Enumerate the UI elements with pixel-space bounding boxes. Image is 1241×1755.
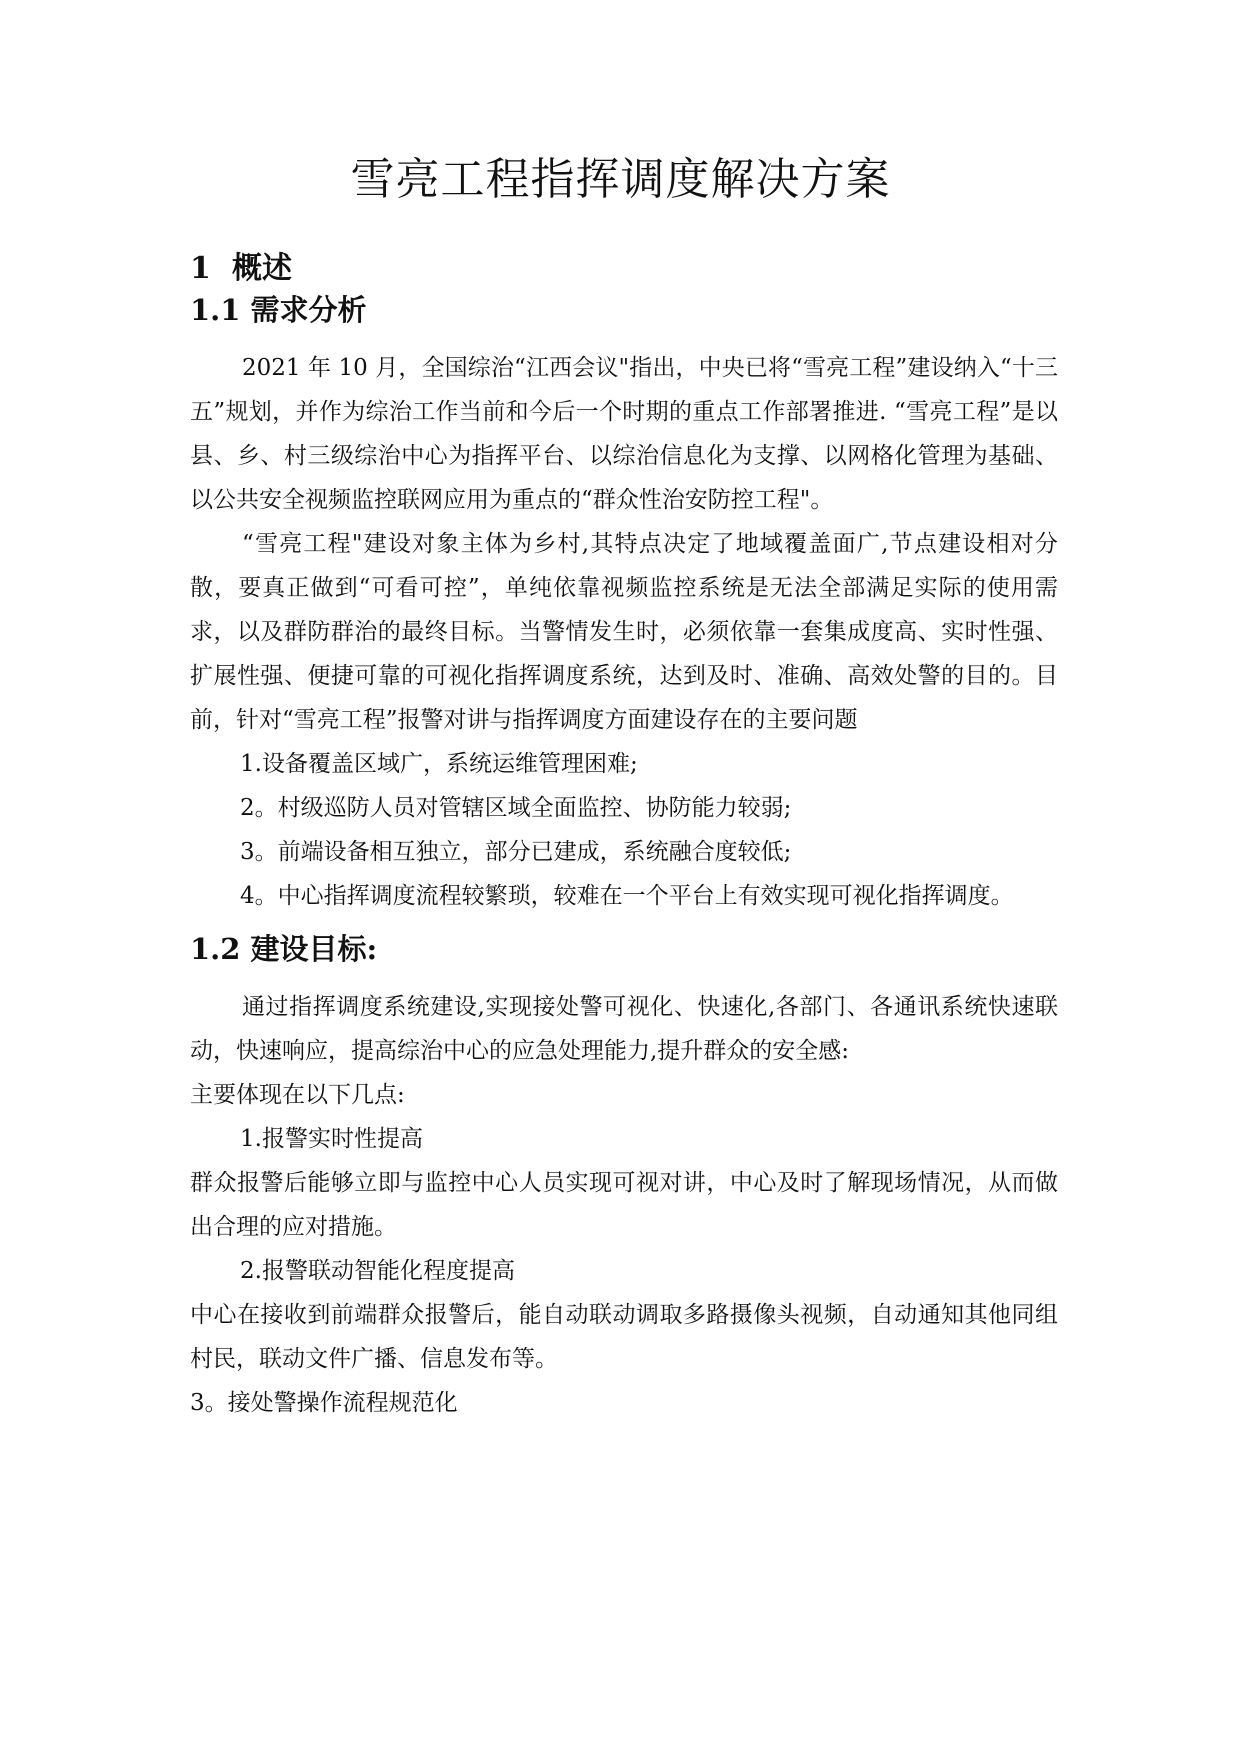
section-1-title: 概述 — [232, 251, 292, 286]
issue-item-4: 4。中心指挥调度流程较繁琐，较难在一个平台上有效实现可视化指挥调度。 — [240, 883, 1014, 909]
goal-heading-3: 3。接处警操作流程规范化 — [190, 1390, 458, 1416]
document-title: 雪亮工程指挥调度解决方案 — [350, 154, 891, 205]
issue-item-1: 1.设备覆盖区域广，系统运维管理困难; — [240, 751, 638, 777]
issue-item-3: 3。前端设备相互独立，部分已建成，系统融合度较低; — [240, 839, 792, 865]
goal-text-1: 群众报警后能够立即与监控中心人员实现可视对讲，中心及时了解现场情况，从而做出合理的应对措施。 — [190, 1170, 1058, 1240]
paragraph-goals-intro: 通过指挥调度系统建设,实现接处警可视化、快速化,各部门、各通讯系统快速联动，快速响应，提高综治中心的应急处理能力,提升群众的安全感: — [190, 994, 1058, 1064]
section-1-number: 1 — [190, 251, 211, 286]
section-1-heading — [190, 247, 292, 291]
paragraph-problems: “雪亮工程"建设对象主体为乡村,其特点决定了地域覆盖面广,节点建设相对分散，要真正做到“可看可控”，单纯依靠视频监控系统是无法全部满足实际的使用需求，以及群防群治的最终目标。当警情发生时，必须依靠一套集成度高、实时性强、扩展性强、便捷可靠的可视化指挥调度系统，达到及时、准确、高效处警的目的。目前，针对“雪亮工程”报警对讲与指挥调度方面建设存在的主要问题 — [190, 531, 1058, 733]
paragraph-background: 2021 年 10 月，全国综治“江西会议"指出，中央已将“雪亮工程”建设纳入“十三五”规划，并作为综治工作当前和今后一个时期的重点工作部署推进. “雪亮工程”是以县、乡、村三级综治中心为指挥平台、以综治信息化为支撑、以网格化管理为基础、以公共安全视频监控联网应用为重点的“群众性治安防控工程"。 — [190, 355, 1058, 513]
issue-item-2: 2。村级巡防人员对管辖区域全面监控、协防能力较弱; — [240, 795, 792, 821]
goal-heading-1: 1.报警实时性提高 — [240, 1126, 423, 1152]
goals-lead: 主要体现在以下几点: — [190, 1082, 405, 1108]
goal-heading-2: 2.报警联动智能化程度提高 — [240, 1258, 515, 1284]
section-1-2-heading: 1.2 建设目标: — [190, 932, 378, 966]
section-1-1-heading: 1.1 需求分析 — [190, 293, 367, 327]
goal-text-2: 中心在接收到前端群众报警后，能自动联动调取多路摄像头视频，自动通知其他同组村民，联动文件广播、信息发布等。 — [190, 1302, 1058, 1372]
